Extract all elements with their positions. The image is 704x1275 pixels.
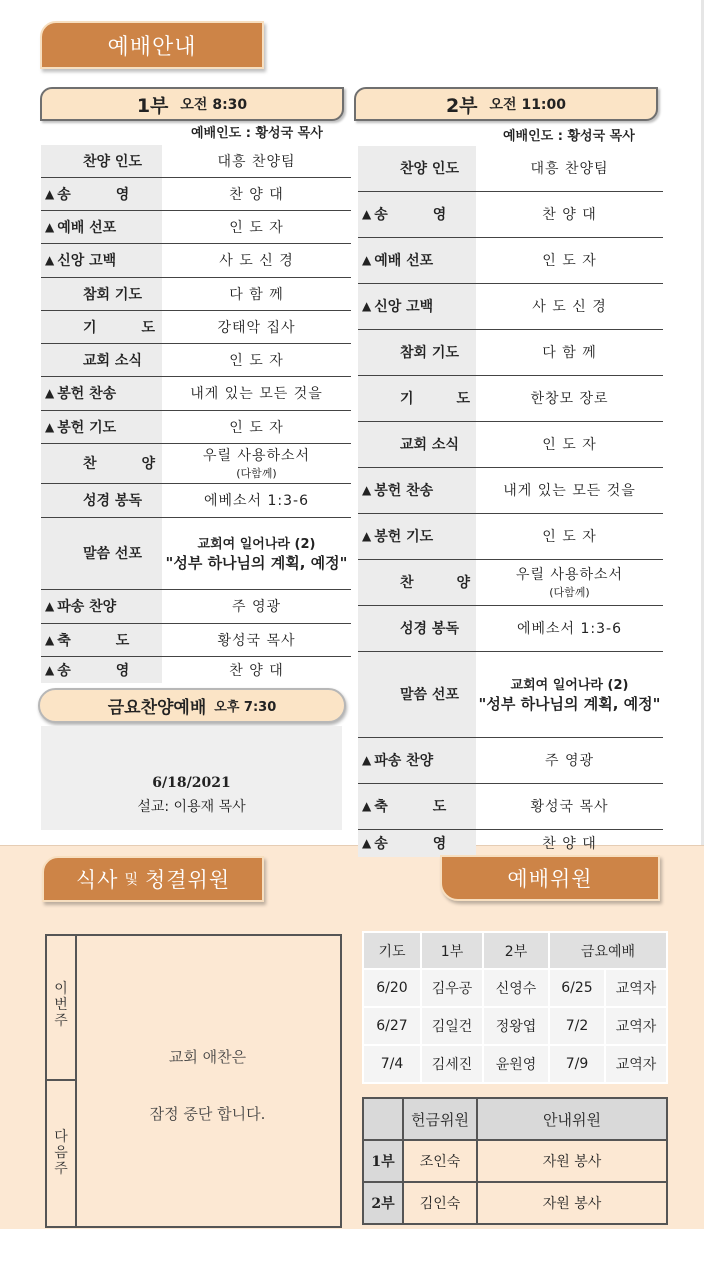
order-value-cell <box>162 145 351 177</box>
offering-cell: 김인숙 <box>403 1182 477 1224</box>
order-value-cell <box>162 483 351 517</box>
order-label-wrap <box>362 388 476 408</box>
order-value: 찬 양 대 <box>542 207 597 223</box>
order-label-wrap <box>362 342 476 362</box>
order-row <box>358 237 663 283</box>
order-row <box>358 829 663 857</box>
order-label-cell <box>358 513 476 559</box>
order-label: 신앙 고백 <box>374 299 434 315</box>
order-label-wrap <box>45 490 162 510</box>
order-row <box>41 177 351 210</box>
order-label-wrap <box>362 833 476 853</box>
order-value-cell <box>476 829 663 857</box>
order-label-wrap <box>45 630 162 650</box>
triangle-icon: ▲ <box>45 632 55 647</box>
order-label: 파송 찬양 <box>57 599 117 615</box>
service1-leader: 예배인도 : 황성국 목사 <box>191 126 323 141</box>
order-label-cell <box>41 483 162 517</box>
order-label-wrap <box>362 572 476 592</box>
prayer-cell: 김세진 <box>421 1045 483 1083</box>
order-row <box>358 467 663 513</box>
order-value: 사 도 신 경 <box>532 299 607 315</box>
order-value: 우릴 사용하소서 <box>202 448 311 464</box>
order-label <box>57 630 135 650</box>
order-label: 말씀 선포 <box>400 687 459 703</box>
prayer-header-row <box>363 932 667 969</box>
order-label-char: 양 <box>456 575 470 591</box>
triangle-icon: ▲ <box>362 253 372 267</box>
order-label-wrap <box>45 217 162 237</box>
order-value-cell <box>476 737 663 783</box>
order-row <box>41 343 351 376</box>
order-row <box>358 146 663 191</box>
order-value-cell <box>162 310 351 343</box>
order-label-wrap <box>362 750 476 770</box>
order-value-cell <box>162 277 351 310</box>
order-row <box>41 443 351 483</box>
order-label-cell <box>41 410 162 443</box>
order-value-cell <box>162 376 351 410</box>
order-label-char: 도 <box>141 319 155 336</box>
order-value: 교회여 일어나라 (2) <box>510 677 629 693</box>
order-value: 사 도 신 경 <box>219 253 294 269</box>
order-label: 봉헌 기도 <box>57 419 117 436</box>
order-label-char: 기 <box>83 319 97 336</box>
order-value: 인 도 자 <box>229 419 284 436</box>
order-row <box>41 376 351 410</box>
order-value: 인 도 자 <box>229 219 284 236</box>
order-row <box>41 623 351 656</box>
order-label: 참회 기도 <box>400 345 459 361</box>
order-value: 찬 양 대 <box>229 186 284 203</box>
order-value: 황성국 목사 <box>530 799 609 815</box>
order-value: 대흥 찬양팀 <box>530 161 609 178</box>
order-value-cell <box>162 210 351 243</box>
prayer-row <box>363 1045 667 1083</box>
order-label-wrap <box>45 317 162 337</box>
order-label-cell <box>358 605 476 651</box>
order-label-wrap <box>362 204 476 224</box>
service2-order-table <box>358 146 663 857</box>
order-value: 인 도 자 <box>229 352 284 369</box>
order-label-cell <box>41 656 162 683</box>
service1-order-table <box>41 145 351 683</box>
order-value: 에베소서 1:3-6 <box>203 493 310 509</box>
offering-cell: 자원 봉사 <box>477 1182 667 1224</box>
offering-part-cell: 2부 <box>363 1182 403 1224</box>
order-value: 주 영광 <box>544 753 595 769</box>
order-label-wrap <box>45 284 162 304</box>
triangle-icon: ▲ <box>362 207 372 221</box>
order-value: 인 도 자 <box>542 253 597 269</box>
prayer-cell: 정왕엽 <box>483 1007 549 1045</box>
service2-header <box>354 87 658 121</box>
order-row <box>358 191 663 237</box>
order-label-char: 송 <box>57 662 71 679</box>
order-label: 찬양 인도 <box>83 153 142 170</box>
friday-preacher: 설교: 이용재 목사 <box>137 799 246 815</box>
prayer-cell: 김일건 <box>421 1007 483 1045</box>
order-value-cell <box>162 517 351 589</box>
order-value: 황성국 목사 <box>217 632 296 649</box>
prayer-cell: 6/25 <box>549 969 605 1007</box>
service1-time: 오전 8:30 <box>180 97 248 113</box>
order-label-wrap <box>362 434 476 454</box>
order-label-wrap <box>362 158 476 178</box>
order-value: 주 영광 <box>231 599 282 615</box>
order-label <box>374 204 452 224</box>
order-label-cell <box>358 829 476 857</box>
prayer-cell: 김우공 <box>421 969 483 1007</box>
order-value: 교회여 일어나라 (2) <box>197 536 316 552</box>
order-row <box>41 145 351 177</box>
meal-title-tail: 청결위원 <box>144 868 231 892</box>
order-label <box>83 317 161 337</box>
order-value-cell <box>162 177 351 210</box>
order-label <box>374 833 452 853</box>
order-label: 봉헌 기도 <box>374 529 434 545</box>
order-value-cell <box>476 283 663 329</box>
order-row <box>41 483 351 517</box>
triangle-icon: ▲ <box>45 186 55 201</box>
order-label-char: 찬 <box>400 575 414 591</box>
order-label-cell <box>358 191 476 237</box>
order-row <box>358 737 663 783</box>
order-value-cell <box>476 146 663 191</box>
order-row <box>41 210 351 243</box>
order-row <box>41 589 351 623</box>
order-value-cell <box>476 375 663 421</box>
order-label-char: 도 <box>456 391 470 407</box>
prayer-header-cell: 기도 <box>363 932 421 969</box>
order-label-wrap <box>45 184 162 204</box>
order-row <box>358 651 663 737</box>
order-value: 인 도 자 <box>542 529 597 545</box>
order-label <box>57 184 135 204</box>
order-label-char: 영 <box>115 662 130 679</box>
order-label-char: 축 <box>374 799 388 815</box>
order-label-char: 영 <box>115 186 130 203</box>
order-label-cell <box>41 177 162 210</box>
order-label-cell <box>41 517 162 589</box>
order-value-cell <box>476 237 663 283</box>
service2-part: 2부 <box>445 94 478 117</box>
order-label: 성경 봉독 <box>83 493 142 509</box>
order-label-char: 송 <box>57 186 71 203</box>
prayer-cell: 6/20 <box>363 969 421 1007</box>
order-value-cell <box>476 467 663 513</box>
prayer-cell: 7/9 <box>549 1045 605 1083</box>
offering-row <box>363 1140 667 1182</box>
prayer-header-cell: 금요예배 <box>549 932 667 969</box>
triangle-icon: ▲ <box>362 799 372 813</box>
order-label-cell <box>358 559 476 605</box>
triangle-icon: ▲ <box>362 529 372 543</box>
sermon-title: "성부 하나님의 계획, 예정" <box>478 694 661 713</box>
order-label: 참회 기도 <box>83 286 142 303</box>
prayer-cell: 윤원영 <box>483 1045 549 1083</box>
offering-usher-table <box>362 1097 668 1225</box>
offering-header-cell: 안내위원 <box>477 1098 667 1140</box>
triangle-icon: ▲ <box>45 419 55 434</box>
order-row <box>41 517 351 589</box>
order-label: 예배 선포 <box>374 253 434 269</box>
order-label-char: 찬 <box>83 456 97 472</box>
triangle-icon: ▲ <box>362 836 372 851</box>
order-label-cell <box>41 277 162 310</box>
order-row <box>358 605 663 651</box>
order-label: 봉헌 찬송 <box>57 386 117 402</box>
order-value: 내게 있는 모든 것을 <box>503 483 636 499</box>
order-row <box>358 513 663 559</box>
order-label-wrap <box>362 250 476 270</box>
order-value-cell <box>476 651 663 737</box>
sermon-title: "성부 하나님의 계획, 예정" <box>165 553 348 572</box>
order-label-cell <box>358 651 476 737</box>
prayer-header-cell: 2부 <box>483 932 549 969</box>
order-label-cell <box>41 443 162 483</box>
order-label: 봉헌 찬송 <box>374 483 434 499</box>
order-label: 교회 소식 <box>83 352 142 369</box>
order-label-wrap <box>45 350 162 370</box>
order-row <box>41 656 351 683</box>
order-label-wrap <box>362 296 476 316</box>
order-row <box>41 243 351 277</box>
service2-time: 오전 11:00 <box>489 97 567 113</box>
triangle-icon: ▲ <box>362 299 372 313</box>
offering-part-cell: 1부 <box>363 1140 403 1182</box>
meal-notice-line2: 잠정 중단 합니다. <box>149 1105 266 1123</box>
friday-title: 금요찬양예배 <box>107 698 207 718</box>
order-label-cell <box>41 376 162 410</box>
service1-part: 1부 <box>136 94 169 117</box>
order-value-cell <box>162 343 351 376</box>
order-value-cell <box>476 783 663 829</box>
prayer-cell: 교역자 <box>605 969 667 1007</box>
worship-guide-title <box>40 21 264 69</box>
order-label: 찬양 인도 <box>400 161 459 178</box>
order-value-cell <box>476 329 663 375</box>
order-value-cell <box>162 243 351 277</box>
friday-service-box <box>41 726 342 830</box>
service2-leader: 예배인도 : 황성국 목사 <box>503 129 635 144</box>
order-label-cell <box>41 623 162 656</box>
order-label-cell <box>358 783 476 829</box>
offering-cell: 자원 봉사 <box>477 1140 667 1182</box>
order-label-cell <box>358 737 476 783</box>
order-value: 대흥 찬양팀 <box>217 153 296 170</box>
worship-guide-title-text: 예배안내 <box>107 34 197 60</box>
prayer-row <box>363 969 667 1007</box>
order-value-cell <box>476 191 663 237</box>
order-row <box>358 375 663 421</box>
order-label-cell <box>41 243 162 277</box>
meal-title-and: 및 <box>124 872 139 888</box>
order-label-cell <box>358 237 476 283</box>
offering-header-cell: 헌금위원 <box>403 1098 477 1140</box>
order-label: 말씀 선포 <box>83 546 142 562</box>
order-row <box>41 310 351 343</box>
order-label-wrap <box>362 480 476 500</box>
triangle-icon: ▲ <box>45 386 55 400</box>
meal-notice-line1: 교회 애찬은 <box>168 1048 247 1066</box>
triangle-icon: ▲ <box>45 599 55 613</box>
meal-cleaning-title <box>42 856 264 902</box>
order-label-cell <box>358 329 476 375</box>
order-value: 다 함 께 <box>542 345 597 361</box>
order-label-char: 영 <box>432 836 447 853</box>
order-value: 내게 있는 모든 것을 <box>190 386 323 402</box>
order-row <box>358 783 663 829</box>
order-value-sub: (다함께) <box>236 467 277 480</box>
order-label-char: 도 <box>432 799 447 815</box>
order-label: 파송 찬양 <box>374 753 434 769</box>
triangle-icon: ▲ <box>362 483 372 497</box>
order-label-char: 양 <box>141 456 155 472</box>
service1-header <box>40 87 344 121</box>
meal-cleaning-box <box>45 934 342 1228</box>
order-label-wrap <box>362 684 476 704</box>
prayer-row <box>363 1007 667 1045</box>
duty-title-text: 예배위원 <box>507 867 593 891</box>
order-label-wrap <box>45 417 162 437</box>
order-label <box>400 388 476 408</box>
prayer-cell: 7/2 <box>549 1007 605 1045</box>
order-value-sub: (다함께) <box>549 586 590 599</box>
order-value: 강태악 집사 <box>217 319 296 336</box>
prayer-cell: 신영수 <box>483 969 549 1007</box>
order-value-cell <box>162 623 351 656</box>
order-label-char: 도 <box>115 632 130 649</box>
order-label: 신앙 고백 <box>57 253 117 269</box>
order-value-cell <box>162 589 351 623</box>
order-value-cell <box>476 605 663 651</box>
triangle-icon: ▲ <box>45 253 55 267</box>
order-label-char: 영 <box>432 207 447 223</box>
order-label <box>83 453 161 473</box>
order-value: 찬 양 대 <box>542 836 597 853</box>
order-value: 인 도 자 <box>542 437 597 453</box>
order-value: 찬 양 대 <box>229 662 284 679</box>
order-label-cell <box>358 421 476 467</box>
order-label-cell <box>41 310 162 343</box>
order-label-wrap <box>45 543 162 563</box>
order-row <box>358 283 663 329</box>
order-label <box>374 796 452 816</box>
order-label-wrap <box>45 250 162 270</box>
order-label-wrap <box>45 383 162 403</box>
order-value-cell <box>476 559 663 605</box>
order-value: 우릴 사용하소서 <box>515 567 624 583</box>
offering-header-row <box>363 1098 667 1140</box>
order-label-wrap <box>45 151 162 171</box>
triangle-icon: ▲ <box>45 662 55 677</box>
order-label-wrap <box>362 618 476 638</box>
prayer-cell: 7/4 <box>363 1045 421 1083</box>
order-row <box>41 277 351 310</box>
order-value-cell <box>162 410 351 443</box>
friday-service-header <box>38 688 346 723</box>
order-label-char: 송 <box>374 207 388 223</box>
order-label-cell <box>41 210 162 243</box>
friday-date: 6/18/2021 <box>152 775 231 791</box>
meal-title-main: 식사 <box>75 868 119 892</box>
order-label-cell <box>358 375 476 421</box>
order-label: 성경 봉독 <box>400 621 459 637</box>
order-label-char: 송 <box>374 836 388 853</box>
order-label-cell <box>41 343 162 376</box>
order-label-wrap <box>362 796 476 816</box>
prayer-cell: 교역자 <box>605 1007 667 1045</box>
order-row <box>358 421 663 467</box>
order-value-cell <box>162 443 351 483</box>
order-label-char: 기 <box>400 391 414 407</box>
order-value-cell <box>476 513 663 559</box>
offering-row <box>363 1182 667 1224</box>
friday-time: 오후 7:30 <box>214 700 277 715</box>
prayer-cell: 교역자 <box>605 1045 667 1083</box>
order-label: 예배 선포 <box>57 219 117 236</box>
order-value: 다 함 께 <box>229 286 284 303</box>
prayer-cell: 6/27 <box>363 1007 421 1045</box>
order-label-cell <box>358 283 476 329</box>
order-value-cell <box>162 656 351 683</box>
prayer-duty-table <box>362 931 668 1084</box>
order-value: 한창모 장로 <box>530 391 609 407</box>
offering-cell: 조인숙 <box>403 1140 477 1182</box>
order-value: 에베소서 1:3-6 <box>516 621 623 637</box>
order-row <box>358 559 663 605</box>
order-label-cell <box>358 467 476 513</box>
order-label-wrap <box>45 453 162 473</box>
order-label-cell <box>41 589 162 623</box>
prayer-header-cell: 1부 <box>421 932 483 969</box>
triangle-icon: ▲ <box>362 753 372 767</box>
triangle-icon: ▲ <box>45 219 55 234</box>
order-label-wrap <box>45 660 162 680</box>
duty-title <box>440 855 660 901</box>
next-week-label: 다 음 주 <box>54 1129 68 1177</box>
order-label <box>400 572 476 592</box>
order-label-cell <box>41 145 162 177</box>
offering-header-cell <box>363 1098 403 1140</box>
order-label: 교회 소식 <box>400 437 459 453</box>
order-row <box>358 329 663 375</box>
order-label-wrap <box>362 526 476 546</box>
order-value-cell <box>476 421 663 467</box>
order-label-char: 축 <box>57 632 71 649</box>
order-row <box>41 410 351 443</box>
order-label-cell <box>358 146 476 191</box>
this-week-label: 이 번 주 <box>54 981 68 1029</box>
order-label <box>57 660 135 680</box>
order-label-wrap <box>45 596 162 616</box>
